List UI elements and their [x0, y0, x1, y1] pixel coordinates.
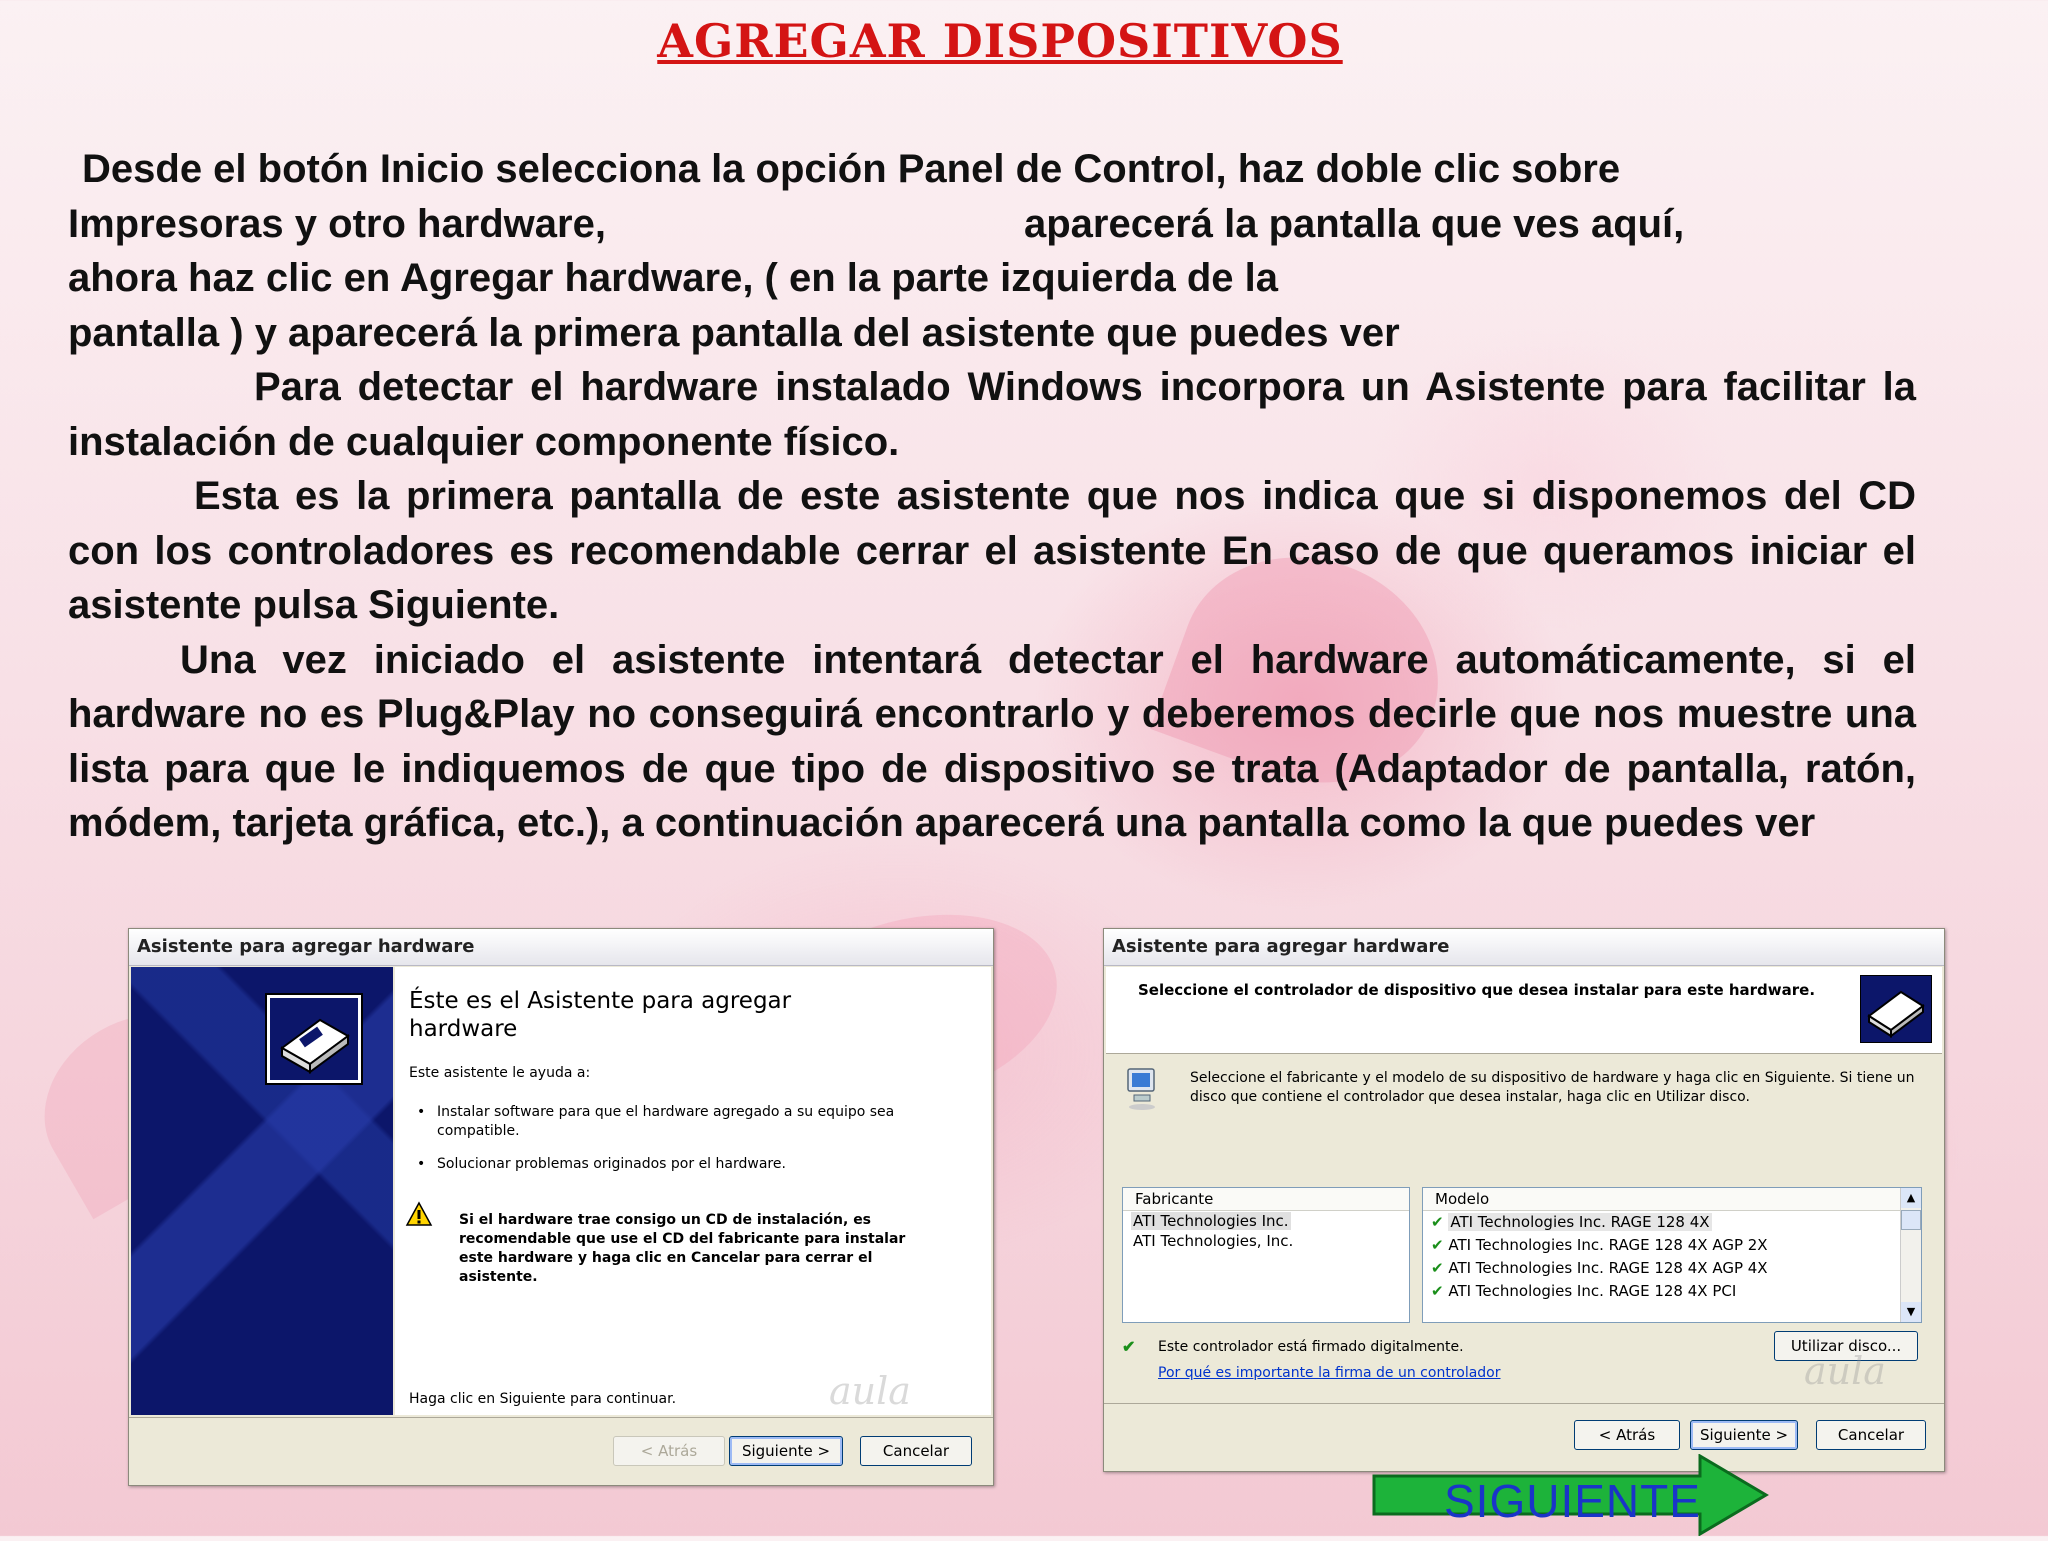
- model-item[interactable]: [1423, 1234, 1921, 1257]
- cancel-button[interactable]: Cancelar: [860, 1436, 972, 1466]
- add-hardware-wizard-welcome-dialog: [128, 928, 994, 1486]
- signed-driver-icon: ✔: [1431, 1213, 1444, 1231]
- slide-title: AGREGAR DISPOSITIVOS: [657, 14, 1343, 68]
- signed-driver-icon: ✔: [1431, 1236, 1444, 1254]
- aula-clic-watermark: aula: [829, 1369, 911, 1413]
- model-item-label: ATI Technologies Inc. RAGE 128 4X AGP 2X: [1448, 1236, 1768, 1254]
- next-slide-label: SIGUIENTE: [1444, 1475, 1701, 1527]
- paragraph-1-line-2a: Impresoras y otro hardware,: [68, 201, 606, 246]
- paragraph-1-line-2: [68, 197, 1916, 252]
- manufacturer-list[interactable]: [1122, 1187, 1410, 1323]
- hardware-icon: [267, 995, 361, 1083]
- hardware-icon: [1860, 975, 1932, 1043]
- manufacturer-item-label: ATI Technologies, Inc.: [1133, 1232, 1294, 1250]
- wizard-bullet-1-text: Instalar software para que el hardware agregado a su equipo sea compatible.: [437, 1104, 895, 1139]
- next-button[interactable]: Siguiente >: [729, 1436, 843, 1466]
- signed-driver-icon: ✔: [1122, 1339, 1136, 1356]
- wizard-sidebar: [131, 967, 393, 1415]
- body-text: [68, 142, 1916, 851]
- back-button[interactable]: < Atrás: [613, 1436, 725, 1466]
- dialog-title: Asistente para agregar hardware: [129, 929, 993, 966]
- manufacturer-item[interactable]: [1123, 1211, 1409, 1231]
- have-disk-button[interactable]: Utilizar disco...: [1774, 1331, 1918, 1361]
- scroll-up-icon[interactable]: ▲: [1901, 1188, 1921, 1208]
- cancel-button[interactable]: Cancelar: [1816, 1420, 1926, 1450]
- scroll-thumb[interactable]: [1901, 1210, 1921, 1230]
- wizard-footer: [129, 1417, 993, 1486]
- signed-text: Este controlador está firmado digitalmente.: [1158, 1339, 1464, 1355]
- computer-icon: [1124, 1067, 1160, 1116]
- instructions-text: Seleccione el fabricante y el modelo de su dispositivo de hardware y haga clic en Siguiente. Si tiene un disco que contiene el controlador que desea instalar, haga clic en Utilizar disco.: [1190, 1070, 1915, 1105]
- model-item[interactable]: [1423, 1257, 1921, 1280]
- wizard-heading-line-1: Éste es el Asistente para agregar: [409, 988, 792, 1014]
- wizard-bullet-2: • Solucionar problemas originados por el hardware.: [425, 1155, 925, 1174]
- paragraph-2: Para detectar el hardware instalado Windows incorpora un Asistente para facilitar la instalación de cualquier componente físico.: [68, 365, 1916, 464]
- model-list-scrollbar[interactable]: [1900, 1188, 1921, 1322]
- aula-clic-watermark: aula: [1804, 1349, 1886, 1393]
- model-item-label: ATI Technologies Inc. RAGE 128 4X: [1450, 1213, 1710, 1231]
- wizard-continue-text: Haga clic en Siguiente para continuar.: [409, 1391, 677, 1407]
- wizard-warning: Si el hardware trae consigo un CD de instalación, es recomendable que use el CD del fabricante para instalar este hardware y haga clic en Cancelar para cerrar el asistente.: [459, 1212, 906, 1285]
- driver-signing-link[interactable]: Por qué es importante la firma de un controlador: [1158, 1365, 1501, 1381]
- paragraph-3: Esta es la primera pantalla de este asistente que nos indica que si disponemos del CD con los controladores es recomendable cerrar el asistente En caso de que queramos iniciar el asistente pulsa Siguiente.: [68, 474, 1916, 627]
- dialog-header: [1106, 967, 1942, 1054]
- warning-icon: [405, 1201, 433, 1231]
- paragraph-1-rest: ahora haz clic en Agregar hardware, ( en la parte izquierda de la pantalla ) y aparecerá la primera pantalla del asistente que puedes ver: [68, 256, 1400, 355]
- model-list[interactable]: [1422, 1187, 1922, 1323]
- manufacturer-header: Fabricante: [1123, 1188, 1409, 1211]
- wizard-heading: [409, 987, 791, 1043]
- model-item-label: ATI Technologies Inc. RAGE 128 4X PCI: [1448, 1282, 1737, 1300]
- model-item[interactable]: [1423, 1280, 1921, 1303]
- wizard-intro: Este asistente le ayuda a:: [409, 1065, 591, 1081]
- next-button[interactable]: Siguiente >: [1690, 1420, 1798, 1450]
- header-text: Seleccione el controlador de dispositivo que desea instalar para este hardware.: [1138, 981, 1816, 999]
- signed-driver-icon: ✔: [1431, 1259, 1444, 1277]
- dialog-title: Asistente para agregar hardware: [1104, 929, 1944, 966]
- manufacturer-item-label: ATI Technologies Inc.: [1133, 1212, 1289, 1230]
- signed-driver-icon: ✔: [1431, 1282, 1444, 1300]
- wizard-heading-line-2: hardware: [409, 1016, 518, 1042]
- model-header: Modelo: [1423, 1188, 1921, 1211]
- wizard-bullet-2-text: Solucionar problemas originados por el hardware.: [437, 1156, 786, 1172]
- back-button[interactable]: < Atrás: [1574, 1420, 1680, 1450]
- paragraph-4: Una vez iniciado el asistente intentará detectar el hardware automáticamente, si el hardware no es Plug&Play no conseguirá encontrarlo y deberemos decirle que nos muestre una lista para que le indiquemos de que tipo de dispositivo se trata (Adaptador de pantalla, ratón, módem, tarjeta gráfica, etc.), a continuación aparecerá una pantalla como la que puedes ver: [68, 637, 1916, 845]
- model-item-label: ATI Technologies Inc. RAGE 128 4X AGP 4X: [1448, 1259, 1768, 1277]
- model-item[interactable]: [1423, 1211, 1921, 1234]
- add-hardware-driver-dialog: [1103, 928, 1945, 1472]
- paragraph-1-line-1: Desde el botón Inicio selecciona la opción Panel de Control, haz doble clic sobre: [82, 147, 1621, 191]
- next-slide-button[interactable]: [1370, 1454, 1770, 1536]
- wizard-bullet-1: • Instalar software para que el hardware agregado a su equipo sea compatible.: [425, 1103, 925, 1141]
- wizard-content: [395, 967, 991, 1415]
- manufacturer-item[interactable]: [1123, 1231, 1409, 1251]
- paragraph-1-line-2b: aparecerá la pantalla que ves aquí,: [1023, 201, 1685, 246]
- scroll-down-icon[interactable]: ▼: [1901, 1302, 1921, 1322]
